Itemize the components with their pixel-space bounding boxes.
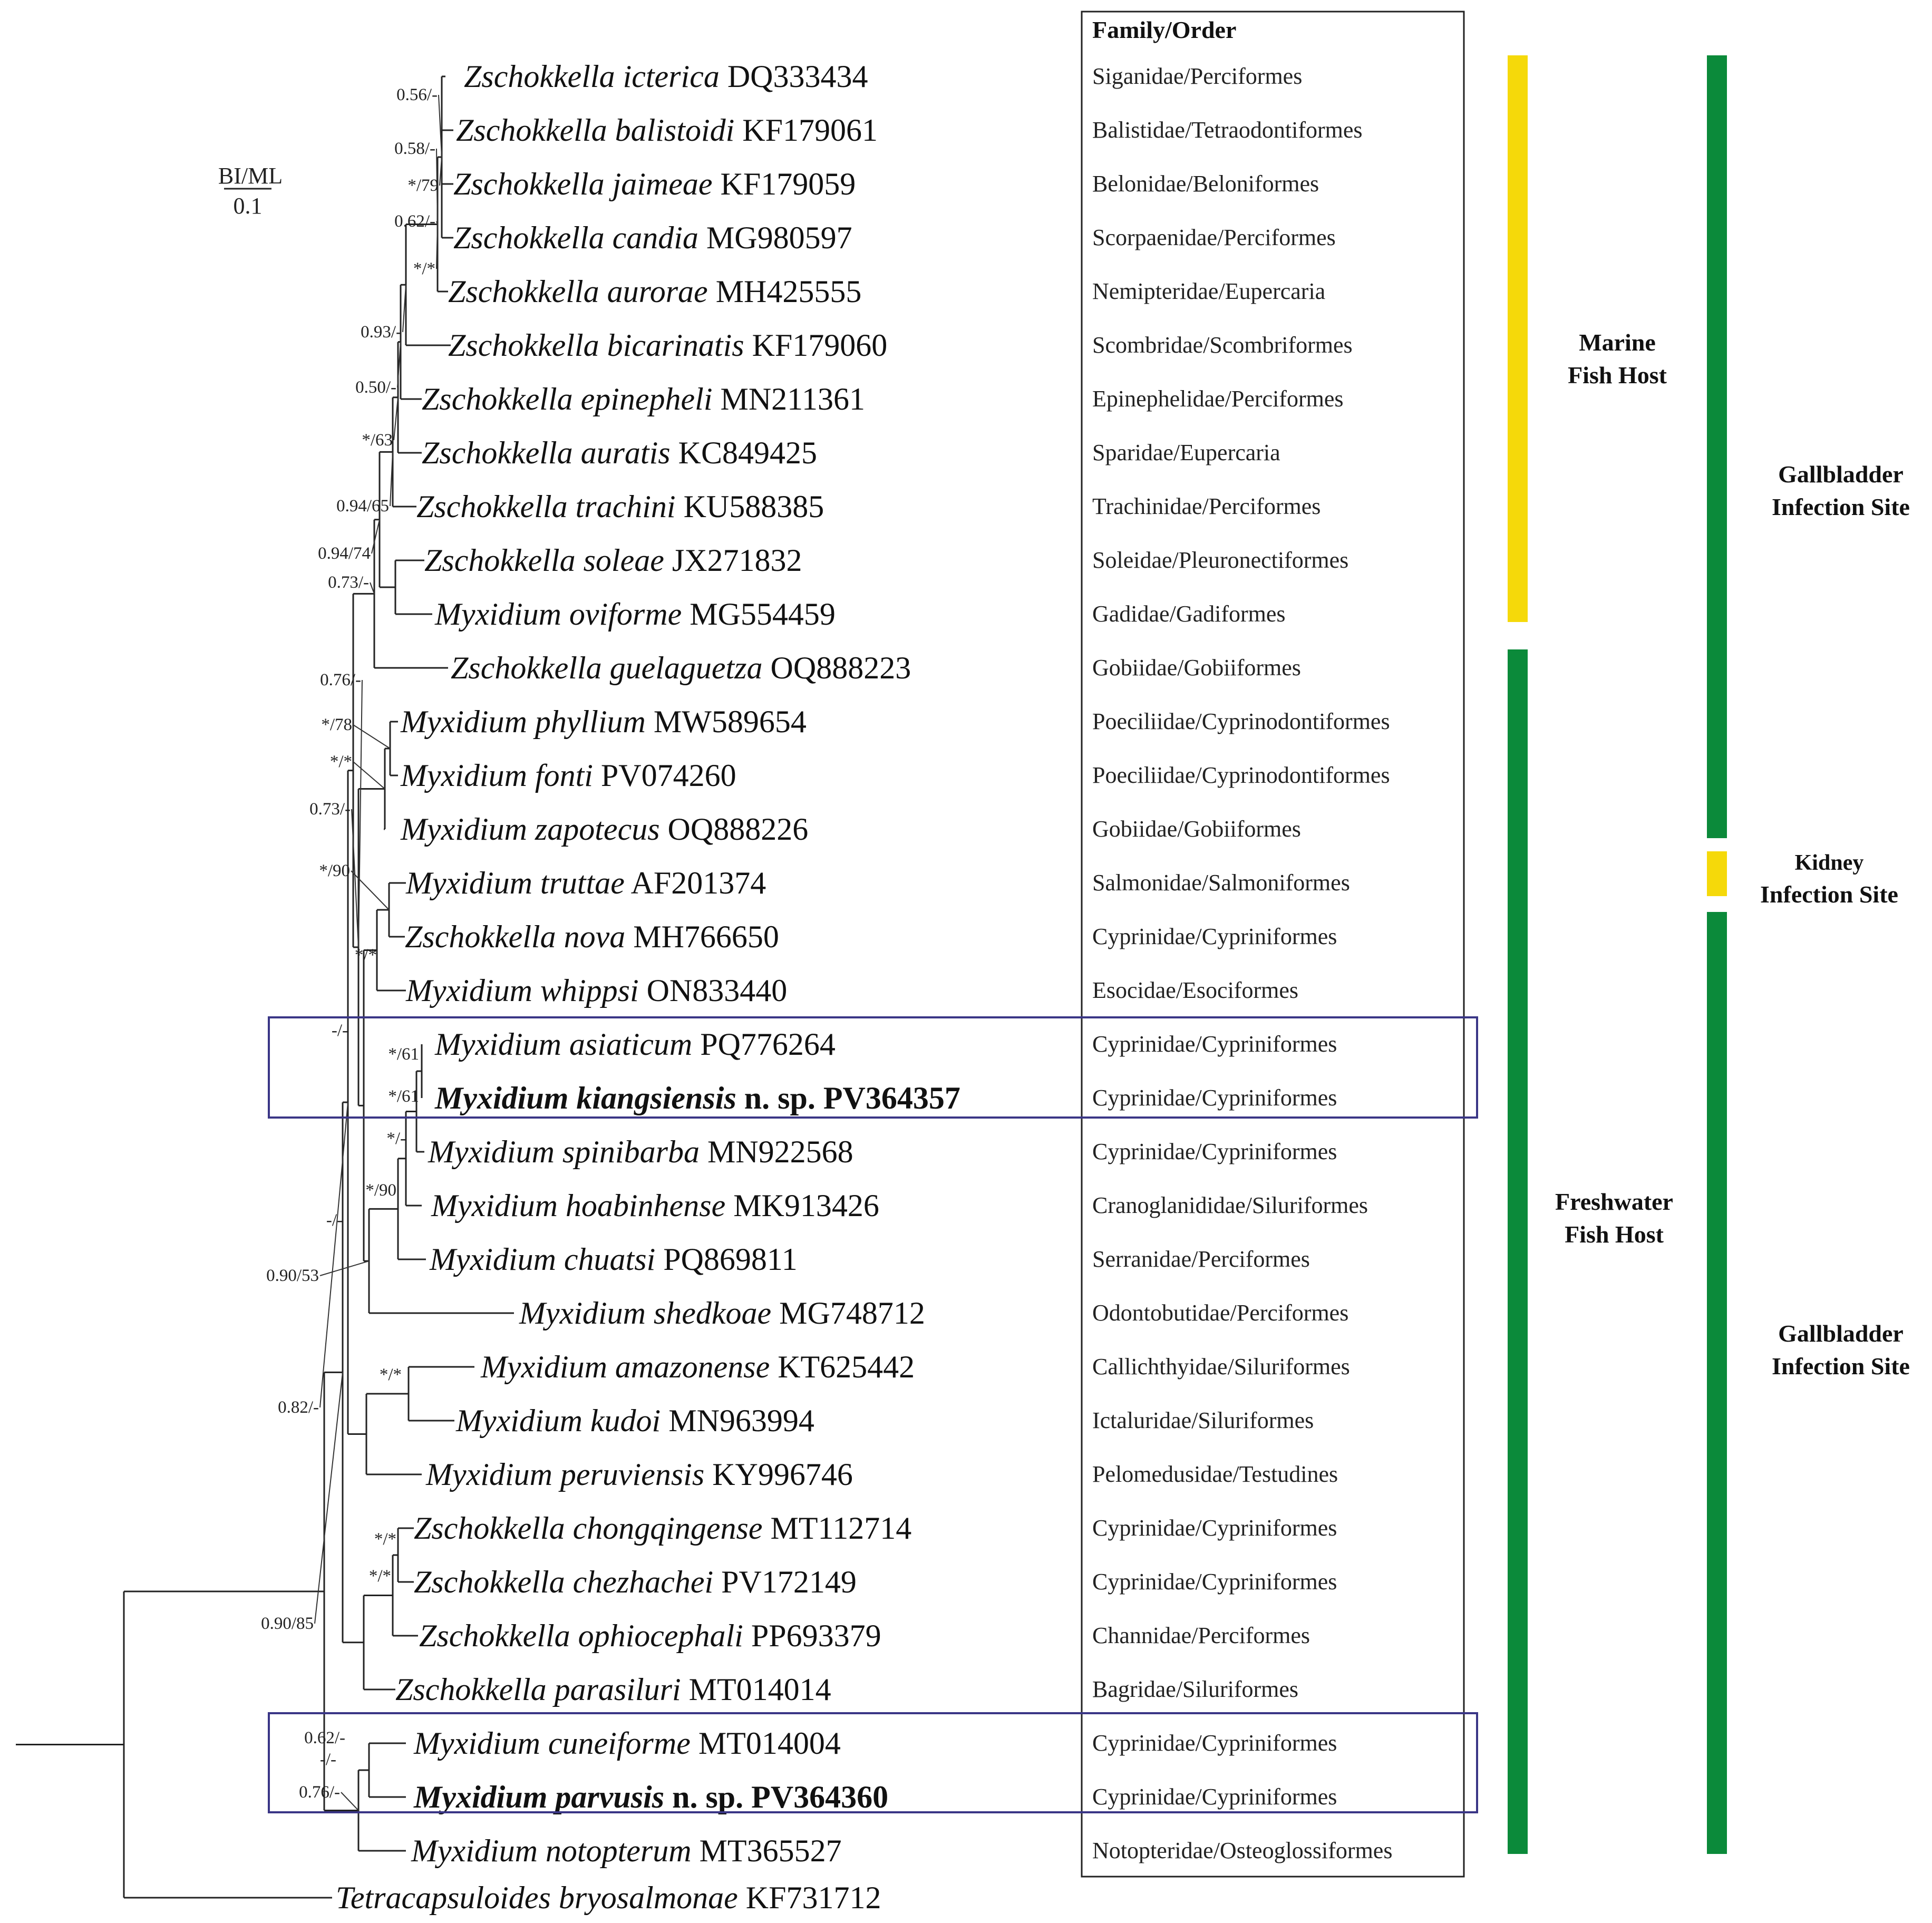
support-value: 0.62/-: [394, 212, 435, 231]
host-family-order: Salmonidae/Salmoniformes: [1092, 870, 1350, 896]
taxon-accession: KU588385: [675, 489, 824, 524]
support-value: */*: [413, 259, 435, 278]
support-leader-line: [320, 1261, 369, 1276]
taxon-label: [455, 1403, 814, 1438]
taxon-label: [400, 704, 807, 739]
host-family-order: Cyprinidae/Cypriniformes: [1092, 1784, 1337, 1810]
taxon-accession: KF179060: [744, 328, 888, 363]
taxon-accession: MT014004: [690, 1726, 841, 1761]
host-family-order: Nemipteridae/Eupercaria: [1092, 278, 1326, 304]
taxon-accession: KF731712: [737, 1880, 881, 1915]
taxon-species-name: Myxidium hoabinhense: [431, 1188, 726, 1223]
support-value: */*: [329, 752, 352, 771]
taxon-species-name: Zschokkella epinepheli: [422, 382, 713, 416]
taxon-label: [400, 758, 736, 793]
taxon-label: [419, 1618, 881, 1653]
taxon-species-name: Myxidium spinibarba: [428, 1134, 700, 1169]
taxon-label: [424, 543, 802, 578]
taxon-species-name: Myxidium phyllium: [401, 704, 646, 739]
host-family-order: Balistidae/Tetraodontiformes: [1092, 117, 1363, 143]
taxon-species-name: Myxidium oviforme: [435, 597, 682, 632]
taxon-species-name: Zschokkella soleae: [424, 543, 664, 578]
support-value: -/-: [331, 1021, 348, 1040]
taxon-species-name: Zschokkella bicarinatis: [448, 328, 744, 363]
taxon-accession: PP693379: [743, 1618, 881, 1653]
taxon-label: [429, 1242, 798, 1277]
taxon-species-name: Myxidium asiaticum: [435, 1027, 693, 1062]
taxon-species-name: Myxidium amazonense: [481, 1349, 770, 1384]
support-value: 0.58/-: [394, 139, 435, 158]
gallbladder-site-label-bottom-1: Gallbladder: [1778, 1320, 1904, 1347]
taxon-species-name: Zschokkella chongqingense: [414, 1511, 763, 1546]
freshwater-host-label-2: Fish Host: [1565, 1221, 1664, 1248]
support-value: 0.73/-: [309, 800, 351, 819]
taxon-accession: MH766650: [625, 919, 779, 954]
taxon-accession: PV074260: [593, 758, 736, 793]
host-family-order: Soleidae/Pleuronectiformes: [1092, 547, 1349, 573]
host-family-order: Cranoglanididae/Siluriformes: [1092, 1192, 1368, 1218]
taxon-species-name: Zschokkella icterica: [464, 59, 720, 94]
support-value: */78: [321, 715, 352, 734]
taxon-species-name: Myxidium chuatsi: [430, 1242, 656, 1277]
host-table-header: Family/Order: [1092, 16, 1237, 43]
support-value: 0.62/-: [304, 1728, 345, 1747]
taxon-species-name: Zschokkella parasiluri: [395, 1672, 681, 1707]
support-leader-line: [320, 1102, 348, 1407]
taxon-labels: [336, 59, 960, 1915]
taxon-species-name: Myxidium notopterum: [411, 1833, 692, 1868]
taxon-species-name: Zschokkella nova: [405, 919, 626, 954]
taxon-label: [405, 866, 766, 900]
taxon-label: [336, 1880, 881, 1915]
taxon-accession: KF179059: [712, 167, 856, 201]
host-family-order: Sparidae/Eupercaria: [1092, 440, 1280, 465]
kidney-site-label-1: Kidney: [1794, 851, 1864, 875]
gallbladder-site-bar-top: [1707, 55, 1727, 838]
taxon-accession: MT365527: [691, 1833, 842, 1868]
support-leader-line: [341, 1792, 358, 1811]
scale-bar: [218, 163, 283, 219]
taxon-label: [405, 919, 779, 954]
taxon-label: [434, 597, 836, 632]
taxon-label: [422, 435, 817, 470]
taxon-label: [414, 1565, 857, 1599]
gallbladder-site-bar-bottom: [1707, 912, 1727, 1854]
taxon-label: [448, 274, 861, 309]
support-value: */90: [319, 861, 350, 880]
support-value: 0.90/53: [266, 1266, 319, 1285]
host-family-order: Cyprinidae/Cypriniformes: [1092, 1085, 1337, 1111]
marine-host-label-2: Fish Host: [1568, 362, 1667, 389]
host-family-order: Notopteridae/Osteoglossiformes: [1092, 1838, 1393, 1863]
taxon-species-name: Zschokkella auratis: [422, 435, 671, 470]
scale-bar-label-bottom: 0.1: [233, 193, 263, 219]
taxon-label: [451, 650, 911, 685]
host-family-order: Siganidae/Perciformes: [1092, 63, 1303, 89]
taxon-accession: MN922568: [699, 1134, 853, 1169]
taxon-species-name: Zschokkella candia: [453, 220, 698, 255]
taxon-accession: MK913426: [725, 1188, 879, 1223]
support-value: */*: [379, 1365, 402, 1384]
taxon-accession: MN963994: [661, 1403, 814, 1438]
taxon-species-name: Myxidium parvusis: [414, 1780, 665, 1814]
taxon-accession: OQ888223: [762, 650, 911, 685]
host-family-order: Gobiidae/Gobiiformes: [1092, 816, 1301, 842]
support-value: */79: [407, 176, 439, 195]
taxon-label: [413, 1726, 841, 1761]
taxon-accession: MG554459: [682, 597, 836, 632]
host-family-order: Poeciliidae/Cyprinodontiformes: [1092, 708, 1390, 734]
taxon-species-name: Zschokkella jaimeae: [453, 167, 713, 201]
taxon-species-name: Tetracapsuloides bryosalmonae: [336, 1880, 738, 1915]
taxon-accession: KF179061: [734, 113, 878, 148]
taxon-accession: PV364360: [743, 1780, 889, 1814]
taxon-label: [434, 1027, 836, 1062]
support-value: */63: [362, 431, 393, 450]
taxon-species-name: Myxidium kudoi: [456, 1403, 661, 1438]
support-value: */*: [368, 1567, 391, 1586]
taxon-accession: KC849425: [670, 435, 817, 470]
support-value: 0.82/-: [278, 1398, 319, 1417]
support-leader-line: [353, 762, 385, 789]
taxon-label: [431, 1188, 879, 1223]
host-column: [1092, 63, 1392, 1863]
host-family-order: Bagridae/Siluriformes: [1092, 1676, 1299, 1702]
support-value: 0.90/85: [261, 1614, 314, 1633]
taxon-accession: AF201374: [624, 866, 766, 900]
taxon-new-species-marker: n. sp.: [664, 1780, 744, 1814]
taxon-species-name: Zschokkella balistoidi: [456, 113, 735, 148]
taxon-label: [414, 1511, 911, 1546]
taxon-species-name: Zschokkella guelaguetza: [451, 650, 763, 685]
taxon-species-name: Myxidium whippsi: [406, 973, 639, 1008]
taxon-species-name: Myxidium cuneiforme: [414, 1726, 691, 1761]
taxon-accession: JX271832: [664, 543, 802, 578]
taxon-label: [480, 1349, 915, 1384]
taxon-label: [416, 489, 824, 524]
taxon-accession: MG980597: [698, 220, 852, 255]
taxon-label: [456, 113, 878, 148]
taxon-label: [395, 1672, 831, 1707]
support-value: 0.76/-: [299, 1783, 340, 1802]
taxon-species-name: Myxidium kiangsiensis: [435, 1081, 736, 1115]
freshwater-host-bar: [1508, 649, 1528, 1854]
taxon-label: [428, 1134, 853, 1169]
host-family-order: Belonidae/Beloniformes: [1092, 171, 1319, 197]
host-family-order: Channidae/Perciformes: [1092, 1623, 1310, 1648]
scale-bar-label-top: BI/ML: [218, 163, 283, 189]
host-family-order: Esocidae/Esociformes: [1092, 977, 1298, 1003]
gallbladder-site-label-top-2: Infection Site: [1772, 493, 1910, 520]
taxon-label: [400, 812, 808, 847]
gallbladder-site-label-top-1: Gallbladder: [1778, 461, 1904, 488]
kidney-site-bar: [1707, 851, 1727, 896]
host-family-order: Callichthyidae/Siluriformes: [1092, 1354, 1350, 1380]
support-value: 0.50/-: [355, 378, 396, 397]
host-family-order: Gobiidae/Gobiiformes: [1092, 655, 1301, 681]
taxon-label: [411, 1833, 842, 1868]
taxon-label: [464, 59, 868, 94]
taxon-label: [405, 973, 787, 1008]
support-value: -/-: [319, 1750, 336, 1769]
support-value: */*: [354, 946, 377, 965]
host-family-order: Pelomedusidae/Testudines: [1092, 1461, 1338, 1487]
support-value: -/-: [326, 1211, 343, 1230]
taxon-species-name: Myxidium truttae: [406, 866, 625, 900]
taxon-accession: KT625442: [770, 1349, 915, 1384]
host-group-bars: [1508, 55, 1910, 1854]
marine-host-label-1: Marine: [1579, 329, 1656, 356]
host-family-order: Cyprinidae/Cypriniformes: [1092, 1515, 1337, 1541]
taxon-label: [519, 1296, 925, 1330]
taxon-label: [448, 328, 887, 363]
host-family-order: Cyprinidae/Cypriniformes: [1092, 1730, 1337, 1756]
taxon-accession: MT014014: [681, 1672, 831, 1707]
taxon-species-name: Zschokkella aurorae: [448, 274, 708, 309]
taxon-label: [425, 1457, 853, 1492]
taxon-accession: MG748712: [771, 1296, 925, 1330]
support-value: */61: [388, 1087, 419, 1106]
taxon-accession: PQ869811: [655, 1242, 798, 1277]
host-family-order: Cyprinidae/Cypriniformes: [1092, 1139, 1337, 1164]
taxon-accession: PQ776264: [692, 1027, 836, 1062]
support-value: 0.94/65: [336, 497, 389, 516]
host-family-order: Scorpaenidae/Perciformes: [1092, 225, 1336, 250]
freshwater-host-label-1: Freshwater: [1555, 1188, 1673, 1215]
support-value: 0.56/-: [396, 85, 438, 104]
host-family-order: Odontobutidae/Perciformes: [1092, 1300, 1349, 1326]
support-value: 0.73/-: [328, 573, 369, 592]
taxon-label: [422, 382, 865, 416]
taxon-new-species-marker: n. sp.: [736, 1081, 815, 1115]
host-family-order: Ictaluridae/Siluriformes: [1092, 1407, 1314, 1433]
gallbladder-site-label-bottom-2: Infection Site: [1772, 1353, 1910, 1380]
taxon-label: [434, 1081, 960, 1115]
host-family-order: Epinephelidae/Perciformes: [1092, 386, 1344, 412]
taxon-species-name: Zschokkella chezhachei: [414, 1565, 714, 1599]
taxon-label: [453, 220, 852, 255]
taxon-accession: ON833440: [638, 973, 788, 1008]
taxon-accession: DQ333434: [719, 59, 868, 94]
host-family-order: Poeciliidae/Cyprinodontiformes: [1092, 762, 1390, 788]
marine-host-bar: [1508, 55, 1528, 622]
support-value: 0.93/-: [361, 323, 402, 342]
taxon-accession: MH425555: [707, 274, 862, 309]
taxon-accession: MT112714: [762, 1511, 912, 1546]
support-value: */90: [365, 1181, 396, 1200]
host-family-order: Cyprinidae/Cypriniformes: [1092, 1569, 1337, 1595]
support-value: 0.94/74: [318, 544, 371, 563]
support-value: 0.76/-: [320, 671, 361, 689]
taxon-species-name: Zschokkella trachini: [416, 489, 676, 524]
host-family-order: Scombridae/Scombriformes: [1092, 332, 1353, 358]
support-value: */*: [374, 1530, 396, 1549]
host-family-order: Cyprinidae/Cypriniformes: [1092, 1031, 1337, 1057]
support-value: */61: [388, 1045, 419, 1064]
support-leader-line: [353, 725, 390, 749]
support-value: */-: [386, 1129, 406, 1148]
taxon-species-name: Zschokkella ophiocephali: [419, 1618, 743, 1653]
host-family-order: Trachinidae/Perciformes: [1092, 493, 1321, 519]
host-family-order: Cyprinidae/Cypriniformes: [1092, 924, 1337, 949]
taxon-species-name: Myxidium fonti: [401, 758, 593, 793]
taxon-label: [453, 167, 856, 201]
taxon-accession: OQ888226: [659, 812, 809, 847]
support-leader-line: [372, 520, 380, 553]
taxon-species-name: Myxidium zapotecus: [401, 812, 660, 847]
taxon-accession: MN211361: [712, 382, 865, 416]
taxon-species-name: Myxidium peruviensis: [426, 1457, 705, 1492]
taxon-accession: PV172149: [713, 1565, 857, 1599]
taxon-accession: KY996746: [704, 1457, 853, 1492]
kidney-site-label-2: Infection Site: [1760, 881, 1898, 908]
host-family-order: Serranidae/Perciformes: [1092, 1246, 1310, 1272]
taxon-species-name: Myxidium shedkoae: [519, 1296, 772, 1330]
taxon-accession: MW589654: [645, 704, 807, 739]
taxon-label: [413, 1780, 888, 1814]
taxon-accession: PV364357: [815, 1081, 960, 1115]
host-family-order: Gadidae/Gadiformes: [1092, 601, 1286, 627]
